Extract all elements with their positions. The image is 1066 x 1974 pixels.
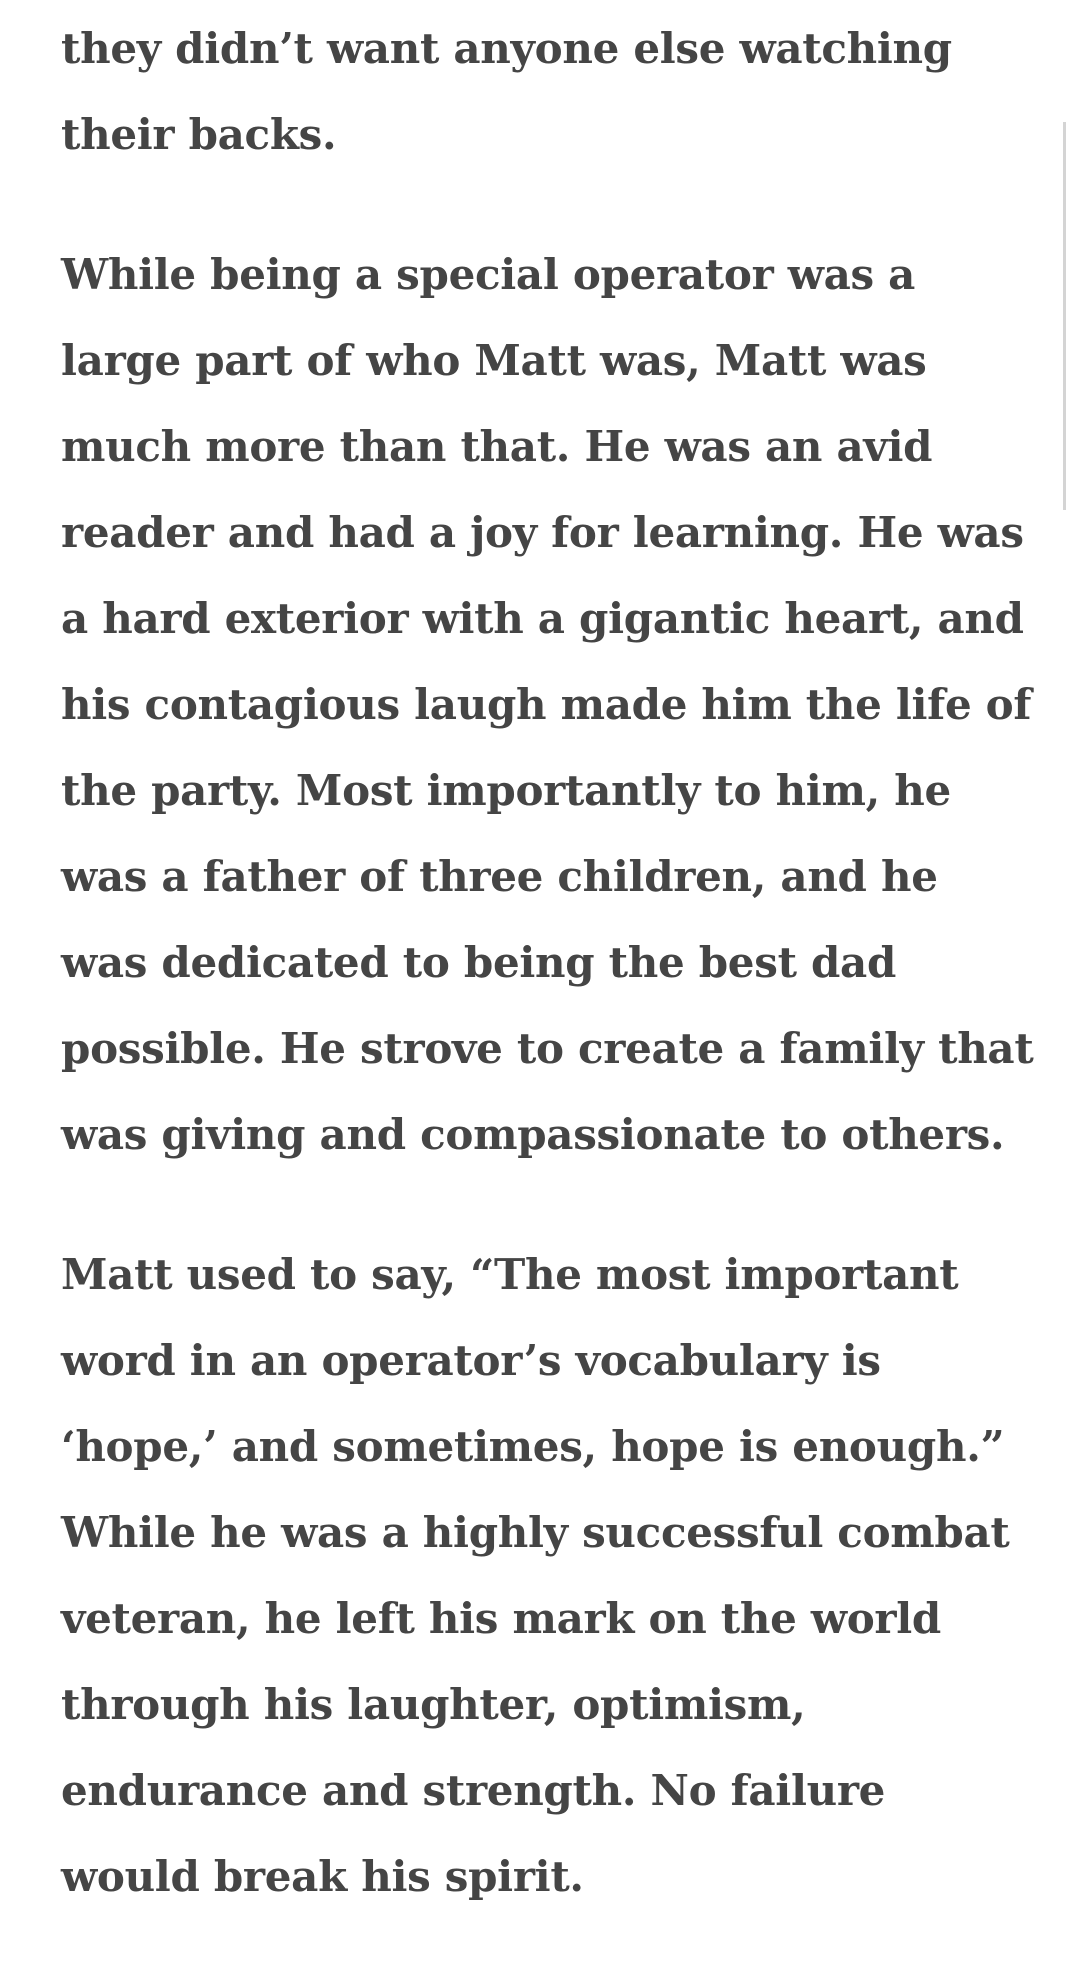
paragraph-3: Matt used to say, “The most important word in an operator’s vocabulary is ‘hope,’ and sometimes, hope is enough.” While he was a highly successful combat veteran, he left his mark on the world through his laughter, optimism, endurance and strength. No failure would break his spirit. xyxy=(61,1250,1010,1901)
paragraph-2: While being a special operator was a large part of who Matt was, Matt was much more than that. He was an avid reader and had a joy for learning. He was a hard exterior with a gigantic heart, and his contagious laugh made him the life of the party. Most importantly to him, he was a father of three children, and he was dedicated to being the best dad possible. He strove to create a family that was giving and compassionate to others. xyxy=(61,250,1034,1159)
article-body xyxy=(61,6,1036,1974)
paragraph-1: they didn’t want anyone else watching their backs. xyxy=(61,24,952,159)
